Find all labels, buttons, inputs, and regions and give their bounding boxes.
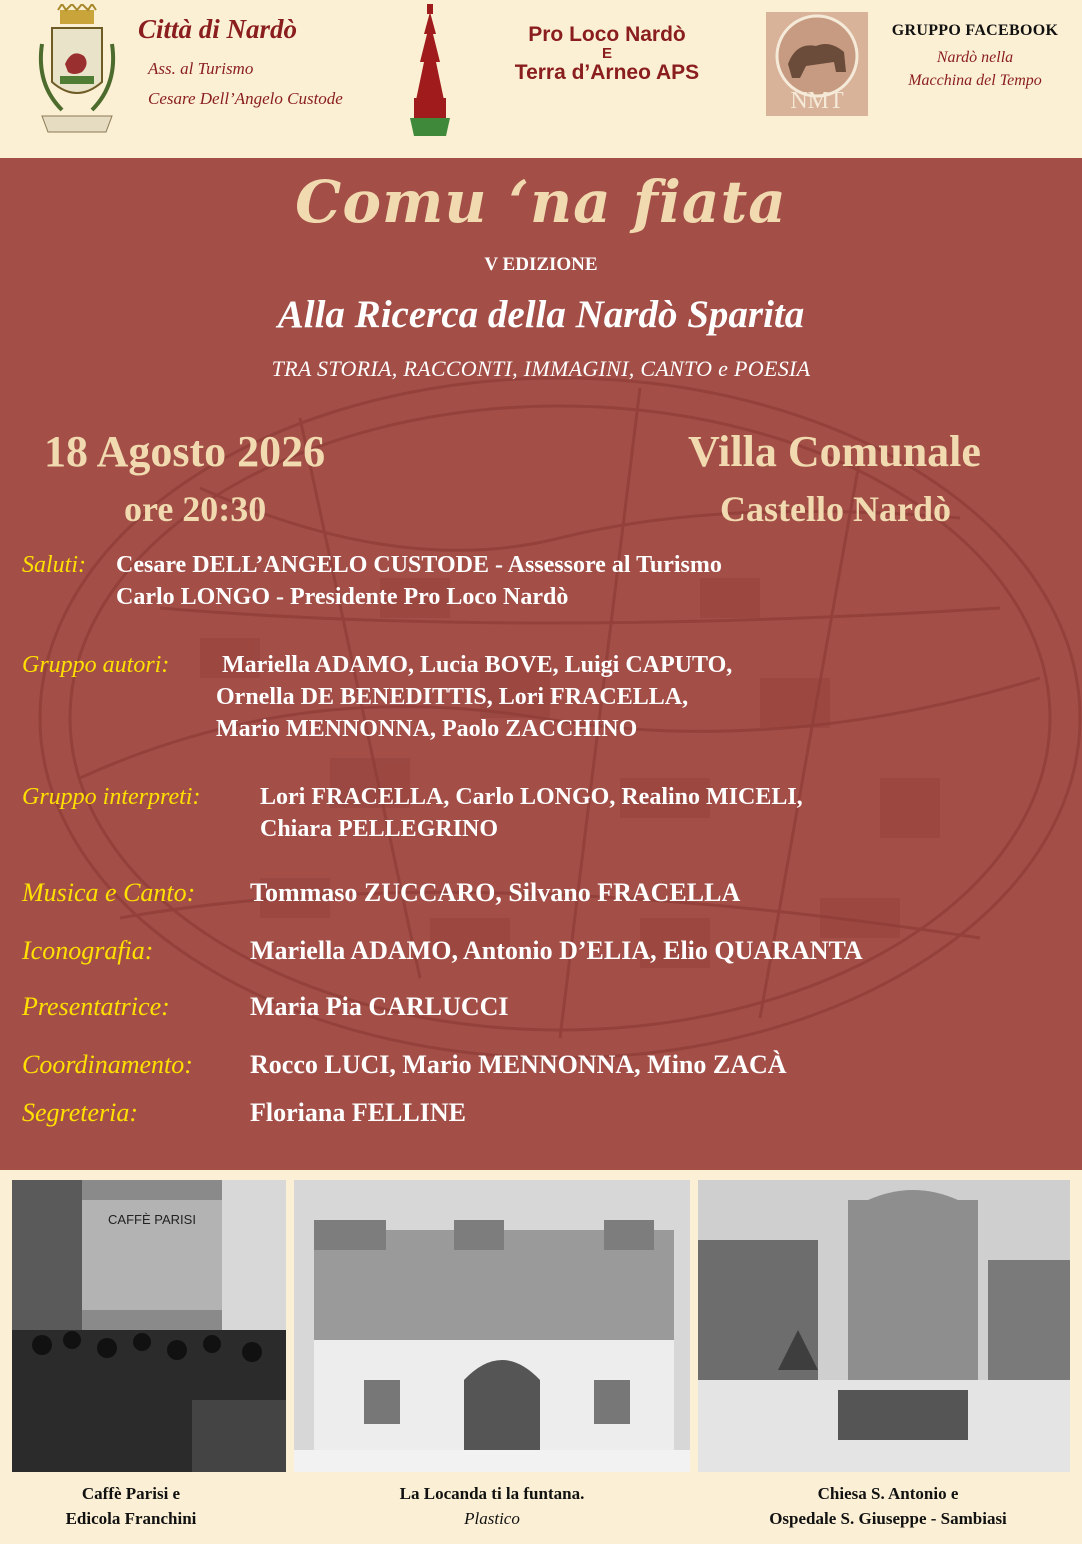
event-title: Comu ‘na fiata	[295, 168, 787, 236]
credit-saluti-line-1: Cesare DELL’ANGELO CUSTODE - Assessore al Turismo	[116, 552, 722, 578]
event-venue-detail: Castello Nardò	[720, 489, 951, 529]
edition-label: V EDIZIONE	[484, 254, 598, 275]
credit-label-musica: Musica e Canto:	[22, 878, 196, 907]
credit-label-interpreti: Gruppo interpreti:	[22, 784, 201, 810]
credit-autori-line-2: Ornella DE BENEDITTIS, Lori FRACELLA,	[216, 684, 689, 710]
photo-locanda-plastico	[294, 1180, 690, 1472]
event-panel	[0, 158, 1082, 1170]
header-banner	[0, 0, 1082, 158]
tower-logo	[406, 4, 454, 138]
credit-autori-line-3: Mario MENNONNA, Paolo ZACCHINO	[216, 716, 638, 742]
event-date: 18 Agosto 2026	[44, 427, 326, 476]
photo-chiesa-antonio	[698, 1180, 1070, 1472]
event-venue: Villa Comunale	[688, 427, 981, 476]
event-subtitle: Alla Ricerca della Nardò Sparita	[277, 293, 805, 336]
credit-label-presentatrice: Presentatrice:	[22, 992, 170, 1021]
nmt-logo	[766, 12, 868, 116]
caption-1-line-2: Edicola Franchini	[65, 1508, 197, 1528]
credit-saluti-line-2: Carlo LONGO - Presidente Pro Loco Nardò	[116, 584, 569, 610]
credit-iconografia-line-1: Mariella ADAMO, Antonio D’ELIA, Elio QUARANTA	[250, 936, 863, 965]
photo-strip	[0, 1170, 1082, 1544]
credit-segreteria-line-1: Floriana FELLINE	[250, 1098, 466, 1127]
facebook-group-name-2: Macchina del Tempo	[908, 72, 1042, 90]
credit-coordinamento-line-1: Rocco LUCI, Mario MENNONNA, Mino ZACÀ	[250, 1050, 787, 1079]
credit-label-saluti: Saluti:	[22, 552, 87, 578]
city-title: Città di Nardò	[138, 14, 298, 44]
caption-2-line-2: Plastico	[464, 1508, 520, 1528]
assessor-name: Cesare Dell’Angelo Custode	[148, 89, 343, 108]
event-time: ore 20:30	[124, 489, 267, 529]
caption-3-line-1: Chiesa S. Antonio e	[817, 1484, 959, 1503]
facebook-group-name-1: Nardò nella	[936, 49, 1014, 66]
credit-presentatrice-line-1: Maria Pia CARLUCCI	[250, 992, 509, 1021]
proloco-terra: Terra d’Arneo APS	[514, 60, 700, 84]
nmt-logo-text: NMT	[790, 88, 844, 114]
credit-musica-line-1: Tommaso ZUCCARO, Silvano FRACELLA	[250, 878, 741, 907]
coat-of-arms-logo	[32, 4, 122, 136]
proloco-conj: E	[601, 45, 612, 63]
credit-label-autori: Gruppo autori:	[22, 652, 170, 678]
caption-2-line-1: La Locanda ti la funtana.	[399, 1484, 585, 1503]
credit-label-iconografia: Iconografia:	[22, 936, 154, 965]
caption-3-line-2: Ospedale S. Giuseppe - Sambiasi	[769, 1508, 1007, 1528]
caption-1-line-1: Caffè Parisi e	[81, 1484, 181, 1503]
facebook-group-title: GRUPPO FACEBOOK	[891, 22, 1059, 39]
credit-label-segreteria: Segreteria:	[22, 1098, 139, 1127]
caption-locanda	[294, 1482, 690, 1531]
credit-label-coordinamento: Coordinamento:	[22, 1050, 193, 1079]
event-tagline: TRA STORIA, RACCONTI, IMMAGINI, CANTO e POESIA	[271, 356, 811, 381]
caption-chiesa	[698, 1482, 1078, 1531]
proloco-name: Pro Loco Nardò	[528, 23, 686, 46]
photo-caffe-parisi	[12, 1180, 286, 1472]
caption-caffe-parisi	[12, 1482, 250, 1531]
photo-sign-text: CAFFÈ PARISI	[108, 1212, 196, 1227]
credit-autori-line-1: Mariella ADAMO, Lucia BOVE, Luigi CAPUTO,	[222, 652, 733, 678]
credit-interpreti-line-1: Lori FRACELLA, Carlo LONGO, Realino MICELI,	[260, 784, 803, 810]
credit-interpreti-line-2: Chiara PELLEGRINO	[260, 816, 499, 842]
assessor-role: Ass. al Turismo	[148, 59, 254, 78]
